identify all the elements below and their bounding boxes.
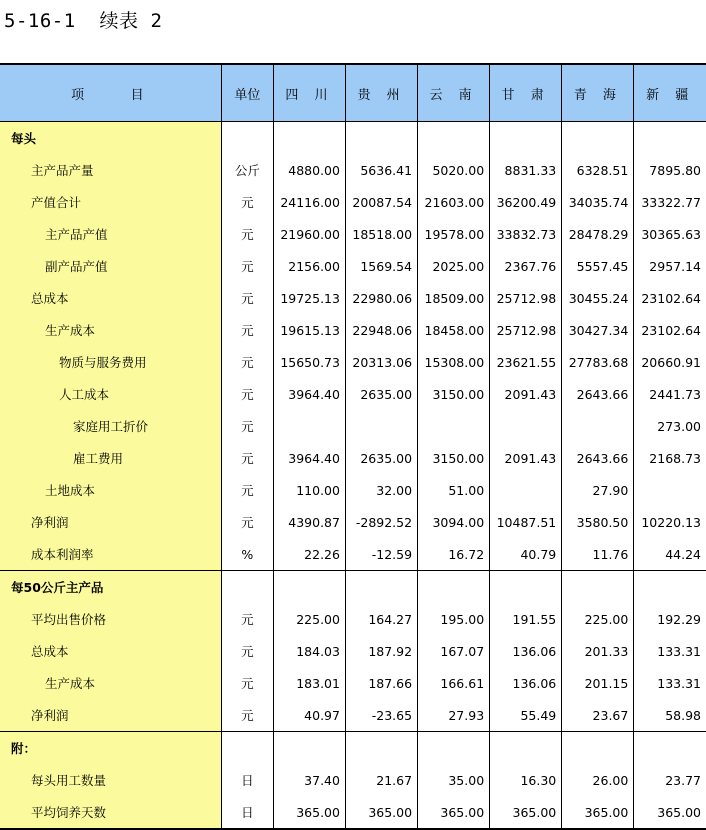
header-region: 新 疆 (634, 64, 706, 122)
value-cell: 20087.54 (345, 186, 417, 218)
value-cell: 5020.00 (418, 154, 490, 186)
value-cell: 25712.98 (490, 282, 562, 314)
value-cell: 30427.34 (562, 314, 634, 346)
value-cell (490, 474, 562, 506)
value-cell: 136.06 (490, 667, 562, 699)
value-cell: 8831.33 (490, 154, 562, 186)
table-row (0, 667, 706, 699)
row-label: 副产品产值 (0, 250, 221, 282)
value-cell: 23.77 (634, 764, 706, 796)
table-row (0, 314, 706, 346)
header-region: 青 海 (562, 64, 634, 122)
value-cell: 40.97 (273, 699, 345, 732)
value-cell: 20660.91 (634, 346, 706, 378)
value-cell (345, 732, 417, 765)
table-row (0, 538, 706, 571)
row-label: 附： (0, 732, 221, 765)
value-cell: 23102.64 (634, 282, 706, 314)
value-cell: 15308.00 (418, 346, 490, 378)
row-label: 总成本 (0, 282, 221, 314)
value-cell: 183.01 (273, 667, 345, 699)
value-cell (345, 122, 417, 155)
value-cell: -2892.52 (345, 506, 417, 538)
value-cell: 1569.54 (345, 250, 417, 282)
table-row (0, 474, 706, 506)
row-label: 产值合计 (0, 186, 221, 218)
value-cell: -23.65 (345, 699, 417, 732)
value-cell: 2156.00 (273, 250, 345, 282)
value-cell: 20313.06 (345, 346, 417, 378)
value-cell (273, 122, 345, 155)
table-row (0, 218, 706, 250)
value-cell: 55.49 (490, 699, 562, 732)
value-cell: 19578.00 (418, 218, 490, 250)
value-cell: 365.00 (562, 796, 634, 829)
value-cell: 201.33 (562, 635, 634, 667)
value-cell (562, 732, 634, 765)
value-cell (634, 474, 706, 506)
header-region: 贵 州 (345, 64, 417, 122)
row-label: 雇工费用 (0, 442, 221, 474)
value-cell: 365.00 (634, 796, 706, 829)
value-cell: 365.00 (345, 796, 417, 829)
value-cell: 33322.77 (634, 186, 706, 218)
value-cell: 5636.41 (345, 154, 417, 186)
table-row (0, 699, 706, 732)
value-cell: 225.00 (562, 603, 634, 635)
header-region: 云 南 (418, 64, 490, 122)
value-cell (490, 122, 562, 155)
table-row (0, 442, 706, 474)
value-cell: 365.00 (490, 796, 562, 829)
value-cell: 2091.43 (490, 378, 562, 410)
value-cell (490, 571, 562, 604)
value-cell (345, 410, 417, 442)
value-cell: 133.31 (634, 635, 706, 667)
value-cell: 2441.73 (634, 378, 706, 410)
value-cell: 18518.00 (345, 218, 417, 250)
value-cell (273, 571, 345, 604)
value-cell: 22948.06 (345, 314, 417, 346)
value-cell: 19615.13 (273, 314, 345, 346)
row-label: 平均饲养天数 (0, 796, 221, 829)
value-cell: 2643.66 (562, 378, 634, 410)
row-label: 主产品产量 (0, 154, 221, 186)
value-cell: 3150.00 (418, 442, 490, 474)
value-cell: 365.00 (418, 796, 490, 829)
value-cell: 166.61 (418, 667, 490, 699)
row-label: 净利润 (0, 506, 221, 538)
row-label: 生产成本 (0, 667, 221, 699)
value-cell: 23102.64 (634, 314, 706, 346)
value-cell: 25712.98 (490, 314, 562, 346)
table-header-row (0, 64, 706, 122)
value-cell (562, 571, 634, 604)
row-unit: % (221, 538, 273, 571)
row-label: 主产品产值 (0, 218, 221, 250)
row-label: 每头用工数量 (0, 764, 221, 796)
value-cell: 133.31 (634, 667, 706, 699)
value-cell (273, 732, 345, 765)
value-cell: 18458.00 (418, 314, 490, 346)
table-row (0, 378, 706, 410)
value-cell: 4390.87 (273, 506, 345, 538)
table-row (0, 346, 706, 378)
value-cell: 27.90 (562, 474, 634, 506)
row-label: 物质与服务费用 (0, 346, 221, 378)
table-row (0, 154, 706, 186)
value-cell: 2635.00 (345, 442, 417, 474)
header-region: 四 川 (273, 64, 345, 122)
value-cell (562, 410, 634, 442)
value-cell: 110.00 (273, 474, 345, 506)
row-unit: 元 (221, 346, 273, 378)
value-cell: 191.55 (490, 603, 562, 635)
value-cell: 44.24 (634, 538, 706, 571)
value-cell: 58.98 (634, 699, 706, 732)
value-cell: 2957.14 (634, 250, 706, 282)
table-row (0, 250, 706, 282)
value-cell: 35.00 (418, 764, 490, 796)
value-cell: 187.66 (345, 667, 417, 699)
value-cell: 23621.55 (490, 346, 562, 378)
value-cell (273, 410, 345, 442)
value-cell: 6328.51 (562, 154, 634, 186)
value-cell: 5557.45 (562, 250, 634, 282)
row-unit: 元 (221, 186, 273, 218)
value-cell: 11.76 (562, 538, 634, 571)
value-cell: 273.00 (634, 410, 706, 442)
row-unit: 元 (221, 474, 273, 506)
table-row (0, 410, 706, 442)
table-row (0, 796, 706, 829)
value-cell: 26.00 (562, 764, 634, 796)
value-cell: 365.00 (273, 796, 345, 829)
row-unit: 元 (221, 314, 273, 346)
value-cell (418, 410, 490, 442)
row-unit: 元 (221, 506, 273, 538)
value-cell: 225.00 (273, 603, 345, 635)
row-unit: 公斤 (221, 154, 273, 186)
row-unit: 元 (221, 410, 273, 442)
value-cell: -12.59 (345, 538, 417, 571)
cost-benefit-table (0, 63, 706, 830)
value-cell (418, 571, 490, 604)
value-cell (490, 732, 562, 765)
row-label: 生产成本 (0, 314, 221, 346)
row-label: 土地成本 (0, 474, 221, 506)
table-row (0, 506, 706, 538)
row-label: 平均出售价格 (0, 603, 221, 635)
value-cell: 2168.73 (634, 442, 706, 474)
value-cell: 167.07 (418, 635, 490, 667)
value-cell: 16.72 (418, 538, 490, 571)
value-cell: 10487.51 (490, 506, 562, 538)
value-cell: 4880.00 (273, 154, 345, 186)
row-unit: 元 (221, 699, 273, 732)
page-title: 5-16-1 续表 2 (4, 10, 163, 32)
value-cell: 187.92 (345, 635, 417, 667)
table-row (0, 764, 706, 796)
row-label: 净利润 (0, 699, 221, 732)
row-unit: 元 (221, 442, 273, 474)
value-cell: 2091.43 (490, 442, 562, 474)
header-unit: 单位 (221, 64, 273, 122)
value-cell: 3964.40 (273, 378, 345, 410)
row-unit: 元 (221, 603, 273, 635)
value-cell: 28478.29 (562, 218, 634, 250)
value-cell: 33832.73 (490, 218, 562, 250)
row-unit (221, 732, 273, 765)
value-cell: 32.00 (345, 474, 417, 506)
value-cell: 3580.50 (562, 506, 634, 538)
value-cell: 18509.00 (418, 282, 490, 314)
value-cell: 21.67 (345, 764, 417, 796)
row-unit: 日 (221, 796, 273, 829)
table-row (0, 186, 706, 218)
row-unit: 元 (221, 667, 273, 699)
row-unit: 元 (221, 250, 273, 282)
value-cell: 27.93 (418, 699, 490, 732)
value-cell (562, 122, 634, 155)
row-unit (221, 122, 273, 155)
row-unit (221, 571, 273, 604)
header-region: 甘 肃 (490, 64, 562, 122)
section-header-row (0, 732, 706, 765)
section-header-row (0, 122, 706, 155)
value-cell: 37.40 (273, 764, 345, 796)
value-cell: 40.79 (490, 538, 562, 571)
value-cell: 19725.13 (273, 282, 345, 314)
value-cell: 7895.80 (634, 154, 706, 186)
table-row (0, 282, 706, 314)
value-cell: 192.29 (634, 603, 706, 635)
value-cell: 136.06 (490, 635, 562, 667)
row-label: 人工成本 (0, 378, 221, 410)
row-unit: 元 (221, 218, 273, 250)
value-cell (634, 571, 706, 604)
row-label: 总成本 (0, 635, 221, 667)
value-cell: 10220.13 (634, 506, 706, 538)
value-cell: 3964.40 (273, 442, 345, 474)
value-cell: 15650.73 (273, 346, 345, 378)
value-cell (418, 122, 490, 155)
value-cell: 22.26 (273, 538, 345, 571)
row-label: 成本利润率 (0, 538, 221, 571)
row-unit: 日 (221, 764, 273, 796)
row-label: 家庭用工折价 (0, 410, 221, 442)
row-unit: 元 (221, 282, 273, 314)
value-cell: 184.03 (273, 635, 345, 667)
row-unit: 元 (221, 635, 273, 667)
value-cell: 24116.00 (273, 186, 345, 218)
value-cell: 16.30 (490, 764, 562, 796)
value-cell: 3150.00 (418, 378, 490, 410)
value-cell: 2367.76 (490, 250, 562, 282)
table-row (0, 635, 706, 667)
row-unit: 元 (221, 378, 273, 410)
value-cell: 30455.24 (562, 282, 634, 314)
row-label: 每头 (0, 122, 221, 155)
value-cell (490, 410, 562, 442)
section-header-row (0, 571, 706, 604)
value-cell: 30365.63 (634, 218, 706, 250)
value-cell: 2643.66 (562, 442, 634, 474)
value-cell (418, 732, 490, 765)
value-cell: 51.00 (418, 474, 490, 506)
value-cell: 164.27 (345, 603, 417, 635)
value-cell: 27783.68 (562, 346, 634, 378)
value-cell: 21603.00 (418, 186, 490, 218)
value-cell: 36200.49 (490, 186, 562, 218)
value-cell: 2635.00 (345, 378, 417, 410)
value-cell: 195.00 (418, 603, 490, 635)
value-cell (345, 571, 417, 604)
value-cell: 3094.00 (418, 506, 490, 538)
row-label: 每50公斤主产品 (0, 571, 221, 604)
value-cell: 201.15 (562, 667, 634, 699)
value-cell: 2025.00 (418, 250, 490, 282)
table-body (0, 122, 706, 830)
header-item: 项 目 (0, 64, 221, 122)
value-cell: 34035.74 (562, 186, 634, 218)
value-cell (634, 732, 706, 765)
value-cell: 21960.00 (273, 218, 345, 250)
value-cell (634, 122, 706, 155)
value-cell: 22980.06 (345, 282, 417, 314)
table-row (0, 603, 706, 635)
value-cell: 23.67 (562, 699, 634, 732)
